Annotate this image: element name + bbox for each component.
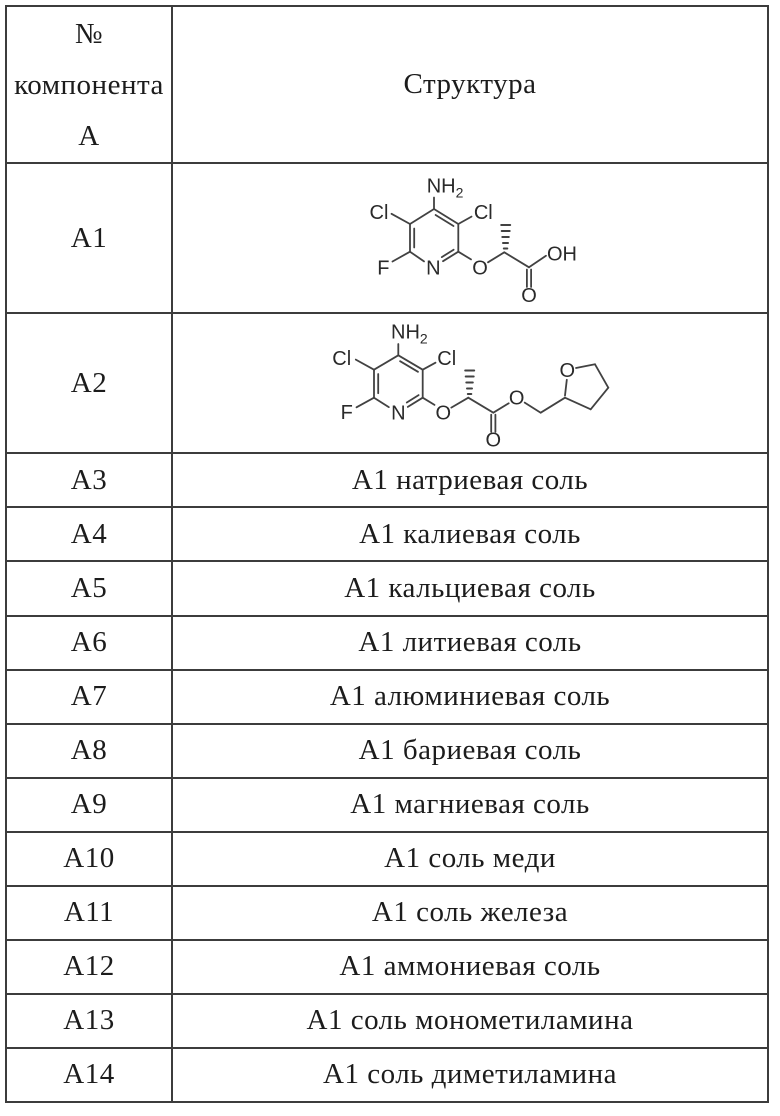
structure-text-cell: A1 соль меди (172, 832, 768, 886)
atom-label-fluorine: F (377, 257, 390, 280)
atom-label-amine: $NH_2$ (391, 321, 428, 347)
table-row (6, 1048, 768, 1102)
atom-label-cl-right: Cl (437, 348, 457, 371)
atom-label-carbonyl-oxygen: O (485, 429, 502, 452)
table-row (6, 940, 768, 994)
table-header-row (6, 6, 768, 163)
structure-text-cell: A1 калиевая соль (172, 507, 768, 561)
structure-text-cell: A1 магниевая соль (172, 778, 768, 832)
table-row (6, 778, 768, 832)
table-row (6, 886, 768, 940)
header-line-a: А (78, 120, 100, 153)
table-row (6, 832, 768, 886)
table-row (6, 994, 768, 1048)
component-id-cell: A9 (6, 778, 172, 832)
header-component-number-cell (6, 6, 172, 163)
table-row (6, 670, 768, 724)
header-structure-cell: Структура (172, 6, 768, 163)
component-id-cell: A6 (6, 616, 172, 670)
atom-label-fluorine: F (340, 402, 353, 425)
component-id-cell: A13 (6, 994, 172, 1048)
atom-label-ether-oxygen: O (435, 403, 452, 426)
structure-cell (172, 313, 768, 453)
atom-label-thf-oxygen: O (559, 360, 576, 383)
molecule-a2-drawing (173, 315, 767, 451)
pyridine-ring-bonds (374, 356, 423, 408)
component-id-cell: A7 (6, 670, 172, 724)
table-row (6, 453, 768, 507)
component-id-cell: A5 (6, 561, 172, 615)
table-row-a1 (6, 163, 768, 313)
structure-text-cell: A1 натриевая соль (172, 453, 768, 507)
structure-text-cell: A1 литиевая соль (172, 616, 768, 670)
table-row (6, 616, 768, 670)
atom-label-carbonyl-oxygen: O (521, 285, 537, 308)
structure-text-cell: A1 бариевая соль (172, 724, 768, 778)
table-row (6, 561, 768, 615)
structure-text-cell: A1 алюминиевая соль (172, 670, 768, 724)
structure-text-cell: A1 соль железа (172, 886, 768, 940)
atom-label-ring-nitrogen: N (391, 403, 406, 426)
component-id-cell: A4 (6, 507, 172, 561)
component-id-cell: A14 (6, 1048, 172, 1102)
structure-text-cell: A1 соль диметиламина (172, 1048, 768, 1102)
molecule-a2-structure (173, 315, 767, 451)
structure-cell (172, 163, 768, 313)
atom-label-ring-nitrogen: N (426, 257, 441, 280)
component-id-cell: A1 (6, 163, 172, 313)
structure-text-cell: A1 аммониевая соль (172, 940, 768, 994)
header-line-component: компонента (14, 69, 164, 102)
atom-label-ester-oxygen: O (508, 387, 525, 410)
pyridine-ring-bonds (410, 209, 458, 261)
component-id-cell: A10 (6, 832, 172, 886)
component-id-cell: A3 (6, 453, 172, 507)
molecule-a1-structure (173, 165, 767, 311)
component-id-cell: A8 (6, 724, 172, 778)
component-id-cell: A11 (6, 886, 172, 940)
atom-label-amine: $NH_2$ (426, 175, 464, 201)
structure-text-cell: A1 соль монометиламина (172, 994, 768, 1048)
hashed-wedge-methyl (465, 371, 474, 395)
atom-label-ether-oxygen: O (472, 257, 488, 280)
atom-label-cl-left: Cl (332, 348, 352, 371)
header-component-number (7, 8, 171, 161)
atom-label-hydroxyl: OH (547, 243, 577, 266)
component-id-cell: A12 (6, 940, 172, 994)
hashed-wedge-methyl (501, 225, 510, 249)
component-id-cell: A2 (6, 313, 172, 453)
header-line-number-sign: № (74, 18, 104, 51)
atom-label-cl-right: Cl (473, 202, 493, 225)
structure-text-cell: A1 кальциевая соль (172, 561, 768, 615)
table-row (6, 724, 768, 778)
components-table (5, 5, 769, 1103)
molecule-a1-drawing (173, 165, 767, 311)
table-row-a2 (6, 313, 768, 453)
table-row (6, 507, 768, 561)
atom-label-cl-left: Cl (369, 202, 389, 225)
substituent-bonds (356, 344, 565, 432)
